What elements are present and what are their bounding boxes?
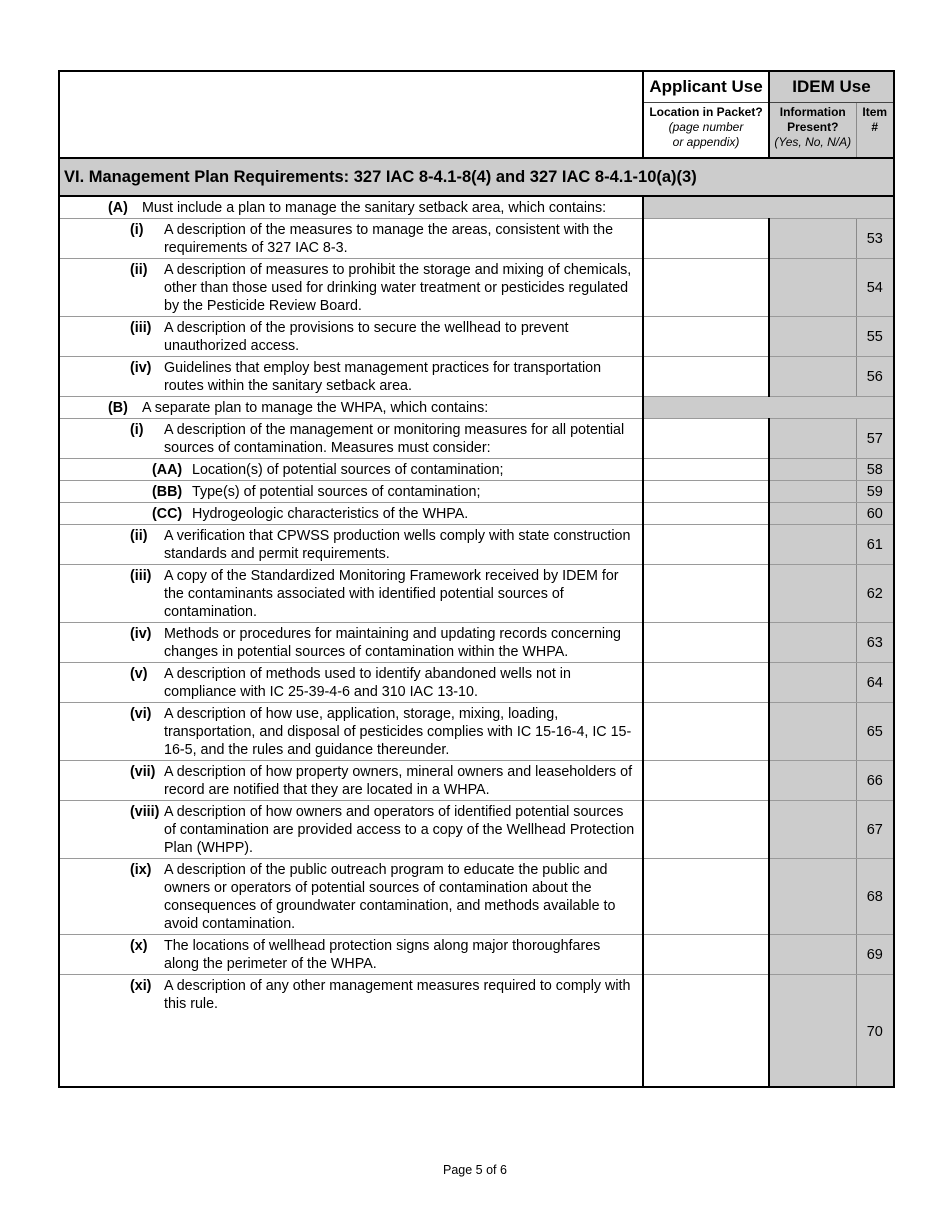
requirement-text: Type(s) of potential sources of contamination;: [192, 484, 481, 500]
requirement-text: A description of the measures to manage the areas, consistent with the requirements of 327 IAC 8-3.: [164, 222, 614, 256]
requirement-cell: [59, 419, 643, 459]
table-row: [59, 859, 894, 935]
requirement-cell: [59, 703, 643, 761]
info-present-cell[interactable]: [769, 481, 856, 503]
requirement-label: (B): [108, 400, 128, 416]
section-title: VI. Management Plan Requirements: 327 IAC 8-4.1-8(4) and 327 IAC 8-4.1-10(a)(3): [59, 158, 894, 196]
info-present-cell[interactable]: [769, 503, 856, 525]
item-number: 68: [856, 859, 894, 935]
location-input-cell[interactable]: [643, 459, 769, 481]
table-row: [59, 357, 894, 397]
table-row: [59, 623, 894, 663]
requirement-text: A description of the provisions to secure the wellhead to prevent unauthorized access.: [164, 320, 569, 354]
table-row: [59, 196, 894, 219]
location-input-cell[interactable]: [643, 317, 769, 357]
info-present-cell[interactable]: [769, 259, 856, 317]
table-row: [59, 703, 894, 761]
requirement-label: (iii): [130, 568, 152, 584]
info-present-cell[interactable]: [769, 663, 856, 703]
requirement-cell: [59, 801, 643, 859]
item-number: 69: [856, 935, 894, 975]
item-number: 53: [856, 219, 894, 259]
info-present-cell[interactable]: [769, 761, 856, 801]
table-row: [59, 525, 894, 565]
requirement-cell: [59, 975, 643, 1088]
item-number: 55: [856, 317, 894, 357]
info-present-cell[interactable]: [769, 935, 856, 975]
item-title-1: Item: [862, 105, 888, 119]
info-title-2: Present?: [787, 120, 839, 134]
table-row: [59, 419, 894, 459]
requirement-label: (ii): [130, 262, 148, 278]
requirement-label: (iv): [130, 626, 152, 642]
requirement-cell: [59, 219, 643, 259]
requirement-label: (i): [130, 422, 144, 438]
table-row: [59, 459, 894, 481]
requirement-text: Location(s) of potential sources of contamination;: [192, 462, 504, 478]
location-input-cell[interactable]: [643, 357, 769, 397]
location-note-1: (page number: [668, 120, 744, 134]
requirement-label: (i): [130, 222, 144, 238]
location-input-cell[interactable]: [643, 565, 769, 623]
item-number: 60: [856, 503, 894, 525]
requirement-label: (viii): [130, 804, 160, 820]
item-number: 57: [856, 419, 894, 459]
info-present-cell[interactable]: [769, 703, 856, 761]
requirement-cell: [59, 397, 643, 419]
requirement-label: (A): [108, 200, 128, 216]
requirement-text: A description of methods used to identify abandoned wells not in compliance with IC 25-39-4-6 and 310 IAC 13-10.: [164, 666, 571, 700]
requirement-label: (vii): [130, 764, 156, 780]
table-row: [59, 801, 894, 859]
info-title-1: Information: [779, 105, 846, 119]
requirement-text: A description of any other management measures required to comply with this rule.: [164, 978, 631, 1012]
requirement-text: A description of measures to prohibit the storage and mixing of chemicals, other than those used for drinking water treatment or pesticides regulated by the Pesticide Review Board.: [164, 262, 632, 314]
page-number: Page 5 of 6: [443, 1163, 507, 1177]
info-present-cell[interactable]: [769, 459, 856, 481]
requirement-label: (AA): [152, 462, 183, 478]
requirement-label: (CC): [152, 506, 183, 522]
requirement-text: A description of how property owners, mineral owners and leaseholders of record are notified that they are located in a WHPA.: [164, 764, 633, 798]
location-title: Location in Packet?: [649, 105, 763, 119]
item-number: 67: [856, 801, 894, 859]
table-row: [59, 397, 894, 419]
location-column-header: [643, 103, 769, 159]
requirement-cell: [59, 761, 643, 801]
table-row: [59, 935, 894, 975]
requirement-cell: [59, 565, 643, 623]
location-input-cell[interactable]: [643, 859, 769, 935]
item-title-2: #: [871, 120, 879, 134]
info-present-cell[interactable]: [769, 219, 856, 259]
item-column-header: [856, 103, 894, 159]
requirement-label: (vi): [130, 706, 152, 722]
requirement-text: A description of how owners and operators of identified potential sources of contamination are provided access to a copy of the Wellhead Protection Plan (WHPP).: [164, 804, 635, 856]
requirement-cell: [59, 623, 643, 663]
requirement-cell: [59, 935, 643, 975]
location-input-cell[interactable]: [643, 481, 769, 503]
info-present-cell[interactable]: [769, 565, 856, 623]
requirement-text: A verification that CPWSS production wells comply with state construction standards and permit requirements.: [164, 528, 631, 562]
requirement-text: Guidelines that employ best management practices for transportation routes within the sanitary setback area.: [164, 360, 602, 394]
requirement-text: A separate plan to manage the WHPA, which contains:: [142, 400, 489, 416]
requirement-text: Hydrogeologic characteristics of the WHPA.: [192, 506, 469, 522]
info-present-cell[interactable]: [769, 975, 856, 1088]
requirement-cell: [59, 259, 643, 317]
info-present-cell[interactable]: [769, 859, 856, 935]
requirements-table: [58, 70, 895, 1088]
item-number: 66: [856, 761, 894, 801]
table-row: [59, 259, 894, 317]
location-input-cell[interactable]: [643, 663, 769, 703]
requirement-label: (v): [130, 666, 148, 682]
requirement-text: A description of the public outreach program to educate the public and owners or operators of potential sources of contamination about the consequences of groundwater contamination, and methods available to avoid contamination.: [164, 862, 616, 932]
requirement-text: A description of how use, application, storage, mixing, loading, transportation, and disposal of pesticides complies with IC 15-16-4, IC 15-16-5, and the rules and guidance thereunder.: [164, 706, 632, 758]
item-number: 65: [856, 703, 894, 761]
location-input-cell[interactable]: [643, 935, 769, 975]
requirement-label: (iii): [130, 320, 152, 336]
requirement-cell: [59, 859, 643, 935]
requirement-text: A description of the management or monitoring measures for all potential sources of contamination. Measures must consider:: [164, 422, 625, 456]
location-input-cell[interactable]: [643, 219, 769, 259]
requirement-cell: [59, 525, 643, 565]
location-input-cell[interactable]: [643, 503, 769, 525]
info-present-cell[interactable]: [769, 317, 856, 357]
requirement-label: (x): [130, 938, 148, 954]
requirement-text: A copy of the Standardized Monitoring Framework received by IDEM for the contaminants associated with identified potential sources of contamination.: [164, 568, 619, 620]
requirement-rows: [59, 196, 894, 1087]
requirement-label: (ix): [130, 862, 152, 878]
info-present-cell[interactable]: [769, 357, 856, 397]
info-present-cell[interactable]: [769, 525, 856, 565]
table-row: [59, 317, 894, 357]
requirement-label: (ii): [130, 528, 148, 544]
requirement-cell: [59, 459, 643, 481]
item-number: 56: [856, 357, 894, 397]
location-input-cell[interactable]: [643, 623, 769, 663]
table-row: [59, 975, 894, 1088]
table-row: [59, 663, 894, 703]
shaded-cell: [643, 397, 894, 419]
applicant-use-header: Applicant Use: [643, 71, 769, 103]
header-blank-cell: [59, 71, 643, 158]
info-present-cell[interactable]: [769, 801, 856, 859]
info-note: (Yes, No, N/A): [774, 135, 852, 149]
location-input-cell[interactable]: [643, 703, 769, 761]
item-number: 64: [856, 663, 894, 703]
location-note-2: or appendix): [672, 135, 740, 149]
requirement-text: Methods or procedures for maintaining and updating records concerning changes in potential sources of contamination within the WHPA.: [164, 626, 621, 660]
item-number: 63: [856, 623, 894, 663]
requirement-label: (xi): [130, 978, 152, 994]
item-number: 70: [856, 975, 894, 1088]
location-input-cell[interactable]: [643, 975, 769, 1088]
location-input-cell[interactable]: [643, 761, 769, 801]
table-row: [59, 503, 894, 525]
info-present-cell[interactable]: [769, 623, 856, 663]
idem-use-header: IDEM Use: [769, 71, 894, 103]
requirement-cell: [59, 317, 643, 357]
location-input-cell[interactable]: [643, 801, 769, 859]
item-number: 61: [856, 525, 894, 565]
requirement-text: The locations of wellhead protection signs along major thoroughfares along the perimeter of the WHPA.: [164, 938, 601, 972]
table-row: [59, 565, 894, 623]
table-row: [59, 219, 894, 259]
requirement-cell: [59, 663, 643, 703]
shaded-cell: [643, 196, 894, 219]
location-input-cell[interactable]: [643, 525, 769, 565]
item-number: 54: [856, 259, 894, 317]
requirement-cell: [59, 503, 643, 525]
requirement-cell: [59, 196, 643, 219]
info-present-cell[interactable]: [769, 419, 856, 459]
info-present-column-header: [769, 103, 856, 159]
requirement-label: (iv): [130, 360, 152, 376]
item-number: 62: [856, 565, 894, 623]
requirement-text: Must include a plan to manage the sanitary setback area, which contains:: [142, 200, 607, 216]
table-row: [59, 481, 894, 503]
table-row: [59, 761, 894, 801]
item-number: 58: [856, 459, 894, 481]
location-input-cell[interactable]: [643, 419, 769, 459]
item-number: 59: [856, 481, 894, 503]
requirement-cell: [59, 357, 643, 397]
requirement-label: (BB): [152, 484, 183, 500]
location-input-cell[interactable]: [643, 259, 769, 317]
requirement-cell: [59, 481, 643, 503]
